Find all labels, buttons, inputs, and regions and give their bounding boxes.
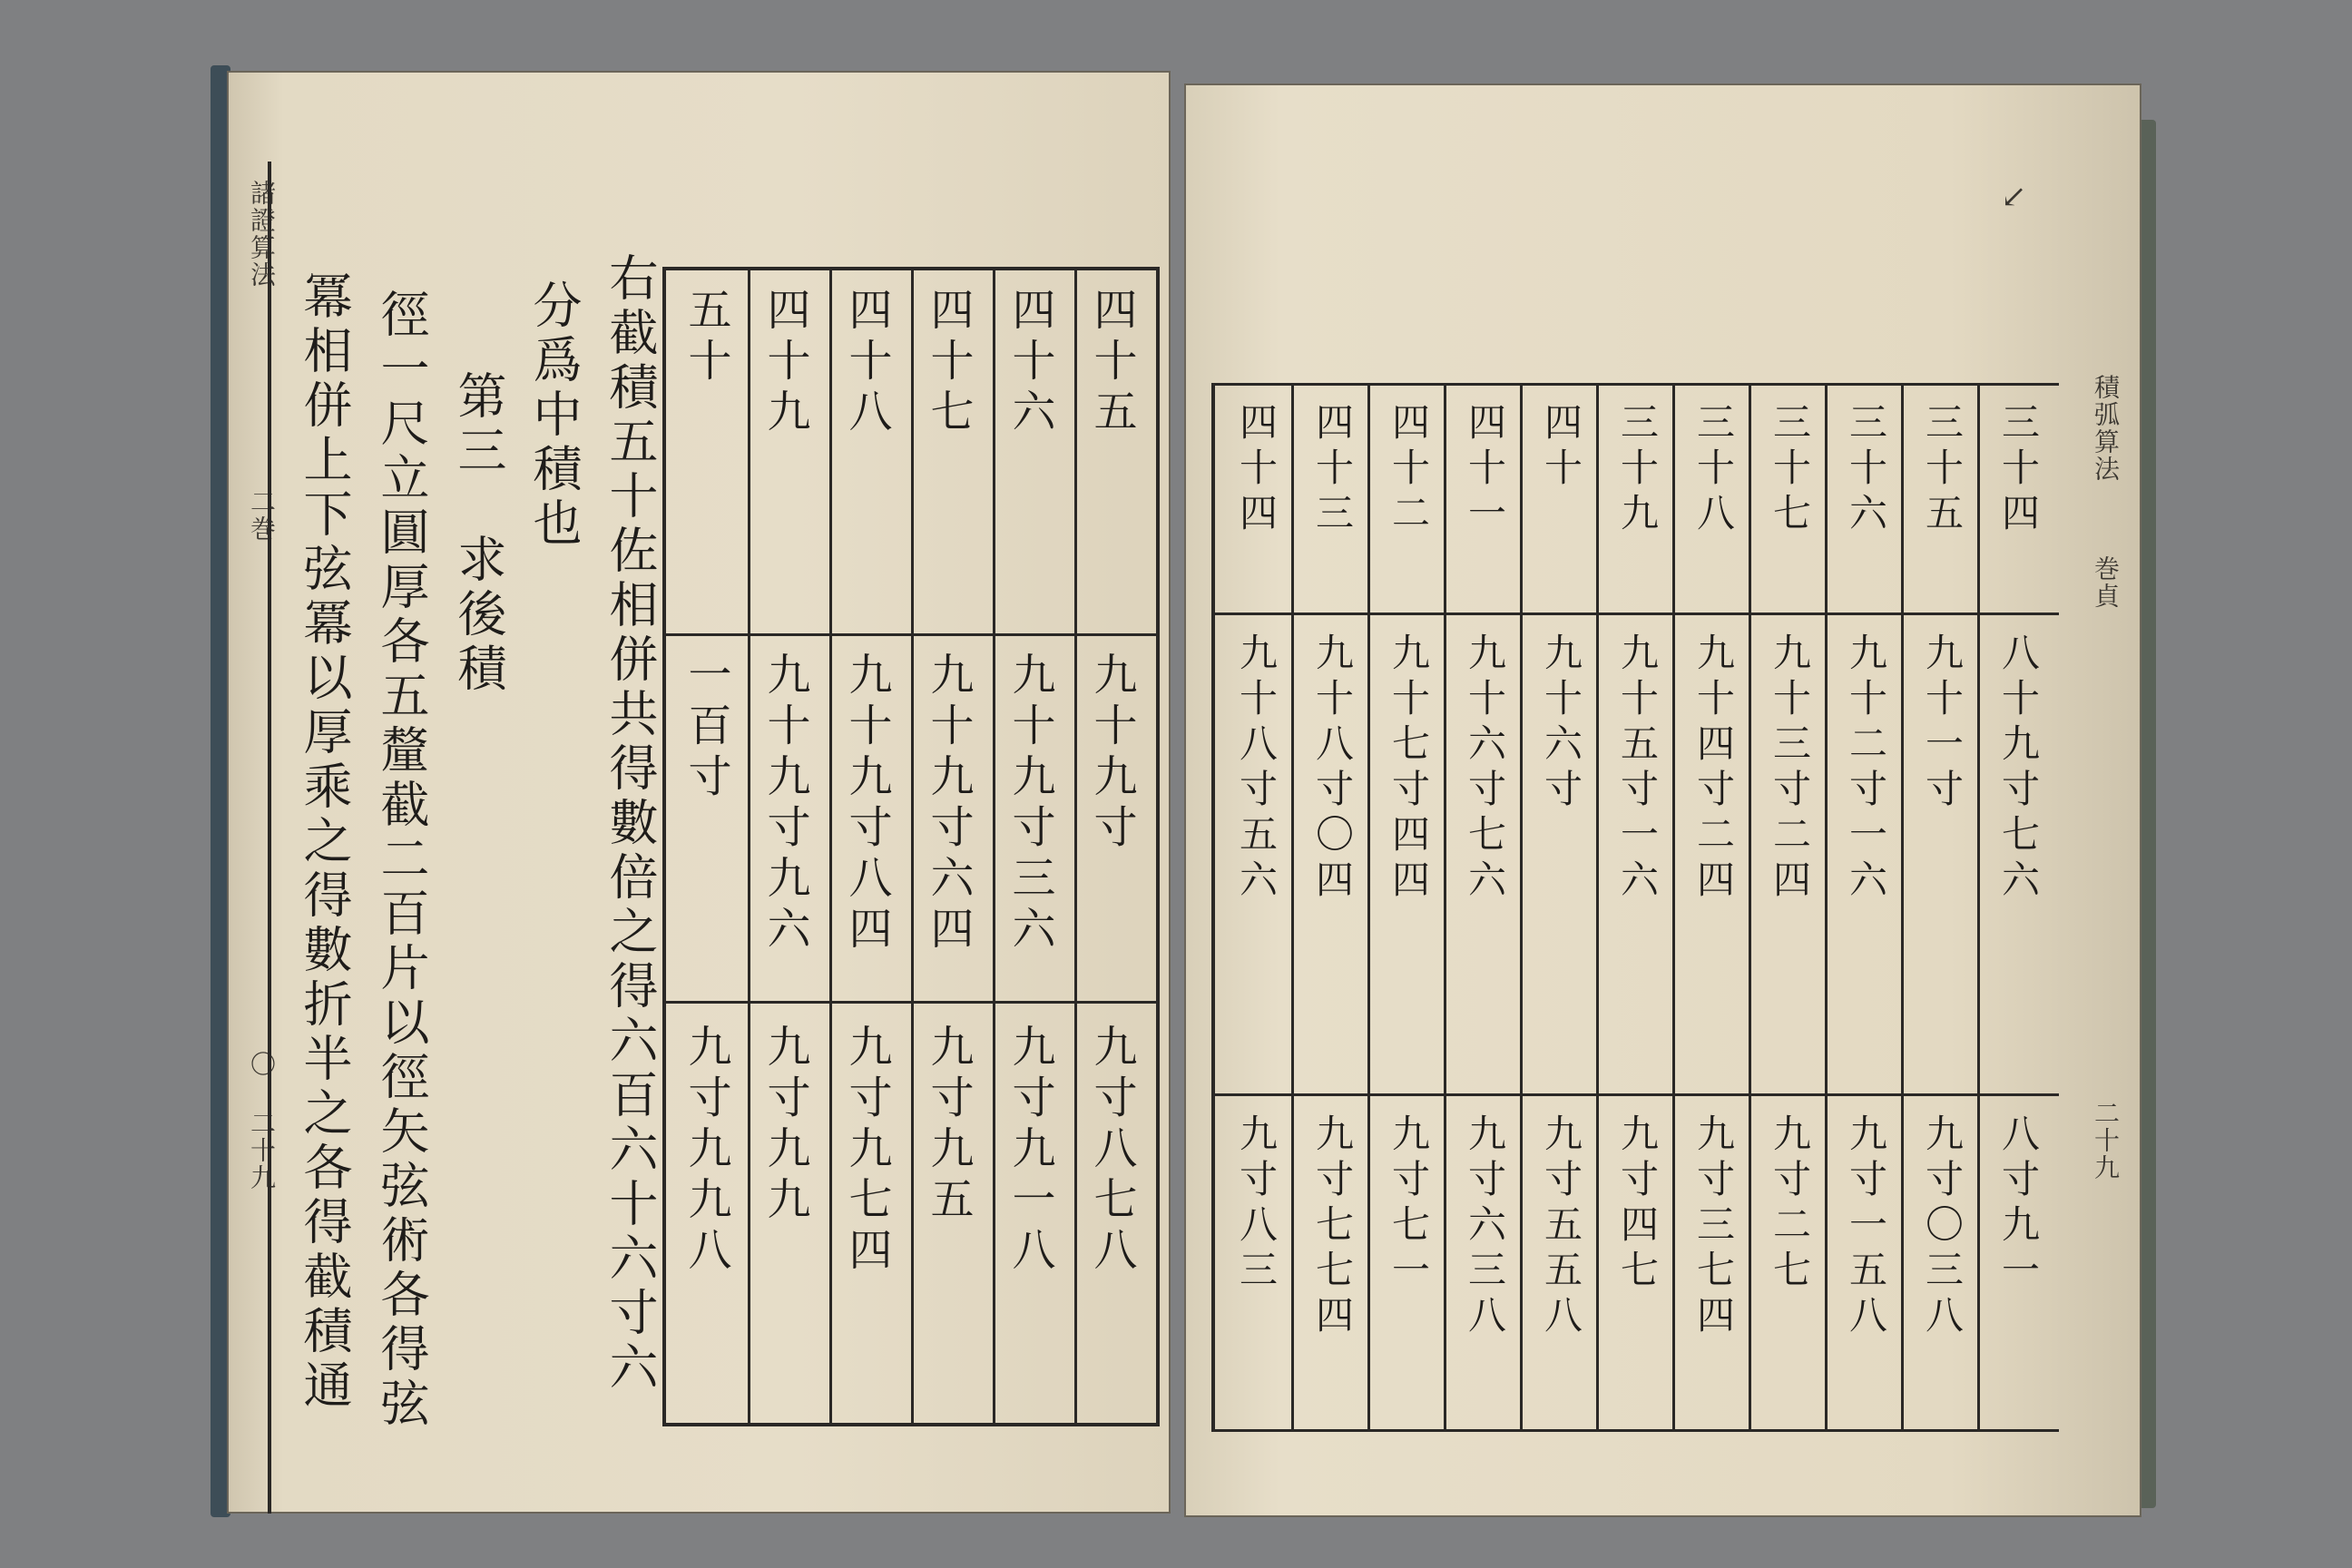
right-index-cell: 四十三 — [1310, 402, 1355, 538]
left-row2-cell: 九十九寸八四 — [841, 652, 892, 956]
right-row3-cell: 九寸一五八 — [1844, 1113, 1888, 1340]
left-row3-cell: 九寸九五 — [923, 1024, 974, 1227]
left-margin-volume: 二巻 — [247, 488, 277, 543]
left-index-cell: 五十 — [681, 287, 731, 388]
left-row2-cell: 一百寸 — [681, 652, 731, 804]
right-row2-cell: 九十二寸一六 — [1844, 632, 1888, 905]
right-row2-cell: 九十六寸七六 — [1463, 632, 1507, 905]
right-row3-cell: 九寸〇三八 — [1920, 1113, 1965, 1340]
right-table — [1211, 383, 2059, 1432]
text-column-5: 冪相併上下弦冪以厚乘之得數折半之各得截積通 — [296, 270, 353, 1414]
right-index-cell: 三十八 — [1691, 402, 1736, 538]
text-column-1: 右截積五十佐相併共得數倍之得六百六十六寸六 — [602, 252, 659, 1396]
right-row3-cell: 九寸六三八 — [1463, 1113, 1507, 1340]
right-index-cell: 四十二 — [1387, 402, 1431, 538]
pen-mark: ↙ — [2001, 179, 2027, 215]
right-row2-cell: 九十五寸一六 — [1615, 632, 1660, 905]
right-row3-cell: 九寸七一 — [1387, 1113, 1431, 1295]
left-row2-cell: 九十九寸三六 — [1004, 652, 1055, 956]
left-row2-cell: 九十九寸九六 — [760, 652, 810, 956]
left-row3-cell: 九寸九九 — [760, 1024, 810, 1227]
right-index-cell: 三十六 — [1844, 402, 1888, 538]
left-index-cell: 四十七 — [923, 287, 974, 439]
left-index-cell: 四十六 — [1004, 287, 1055, 439]
right-index-cell: 四十 — [1539, 402, 1583, 493]
left-table — [662, 267, 1160, 1426]
left-row2-cell: 九十九寸六四 — [923, 652, 974, 956]
left-index-cell: 四十九 — [760, 287, 810, 439]
left-margin-title: 諸證算法 — [247, 180, 277, 289]
text-column-3: 第三 求後積 — [450, 370, 507, 697]
right-row3-cell: 九寸三七四 — [1691, 1113, 1736, 1340]
left-index-cell: 四十五 — [1086, 287, 1137, 439]
left-margin-folio: 〇 二十九 — [247, 1051, 277, 1191]
left-row3-cell: 九寸九七四 — [841, 1024, 892, 1278]
right-row2-cell: 九十八寸五六 — [1234, 632, 1279, 905]
right-index-cell: 四十四 — [1234, 402, 1279, 538]
right-row3-cell: 九寸四七 — [1615, 1113, 1660, 1295]
right-index-cell: 三十九 — [1615, 402, 1660, 538]
left-row2-cell: 九十九寸 — [1086, 652, 1137, 855]
right-row2-cell: 九十一寸 — [1920, 632, 1965, 814]
left-row3-cell: 九寸九九八 — [681, 1024, 731, 1278]
right-row2-cell: 九十六寸 — [1539, 632, 1583, 814]
open-book — [227, 65, 2141, 1517]
text-column-2: 分爲中積也 — [525, 279, 583, 552]
left-page — [227, 71, 1171, 1514]
right-row3-cell: 九寸七七四 — [1310, 1113, 1355, 1340]
right-row2-cell: 九十四寸二四 — [1691, 632, 1736, 905]
right-row2-cell: 八十九寸七六 — [1996, 632, 2041, 905]
right-row2-cell: 九十七寸四四 — [1387, 632, 1431, 905]
left-index-cell: 四十八 — [841, 287, 892, 439]
right-row2-cell: 九十八寸〇四 — [1310, 632, 1355, 905]
right-row3-cell: 九寸五五八 — [1539, 1113, 1583, 1340]
right-index-cell: 三十四 — [1996, 402, 2041, 538]
right-row2-cell: 九十三寸二四 — [1768, 632, 1812, 905]
text-column-4: 徑一尺立圓厚各五釐截二百片以徑矢弦術各得弦 — [373, 289, 430, 1432]
right-row3-cell: 九寸二七 — [1768, 1113, 1812, 1295]
right-row3-cell: 八寸九一 — [1996, 1113, 2041, 1295]
right-margin-folio: 二十九 — [2091, 1100, 2121, 1181]
left-row3-cell: 九寸八七八 — [1086, 1024, 1137, 1278]
right-row3-cell: 九寸八三 — [1234, 1113, 1279, 1295]
right-margin-title: 積弧算法 — [2091, 374, 2121, 483]
right-index-cell: 三十七 — [1768, 402, 1812, 538]
right-index-cell: 三十五 — [1920, 402, 1965, 538]
right-margin-volume: 巻貞 — [2091, 555, 2121, 610]
right-index-cell: 四十一 — [1463, 402, 1507, 538]
right-page — [1184, 83, 2141, 1517]
left-row3-cell: 九寸九一八 — [1004, 1024, 1055, 1278]
